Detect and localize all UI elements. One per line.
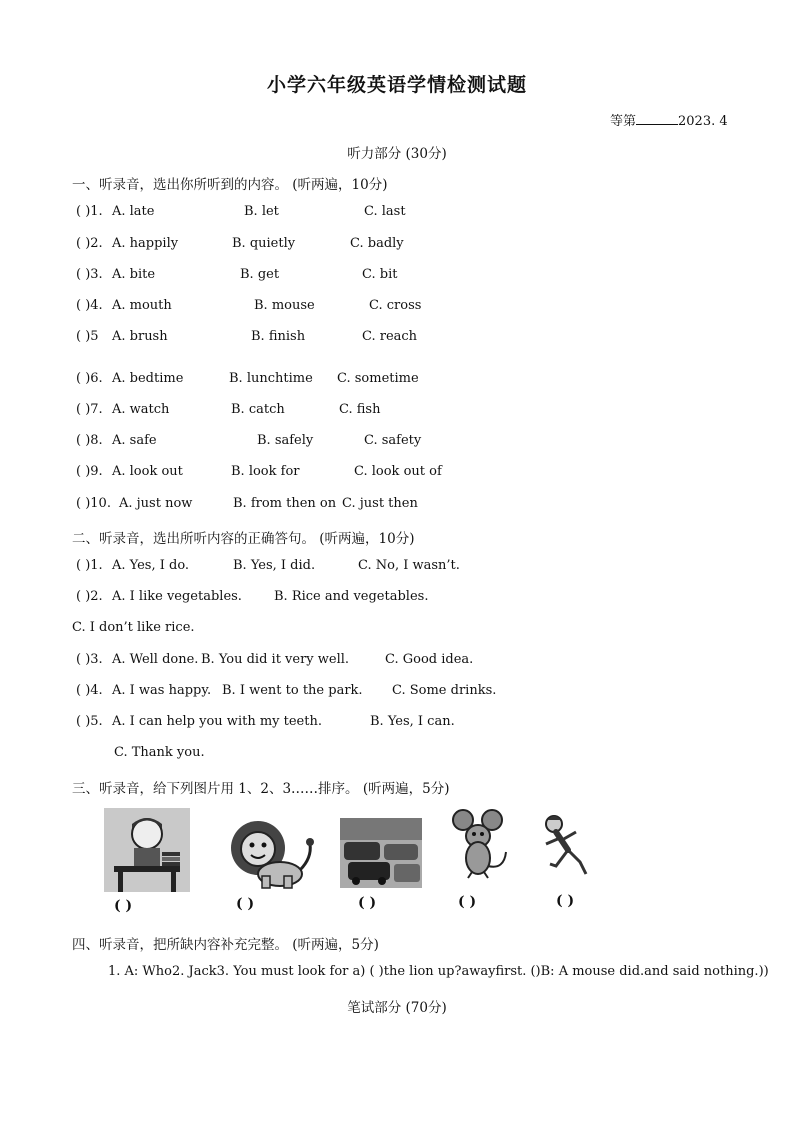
- answer-bracket[interactable]: ( )1.: [76, 204, 103, 219]
- picture-order-blank[interactable]: ( ): [458, 894, 477, 910]
- answer-bracket[interactable]: ( )10.: [76, 496, 111, 511]
- option-b: B. You did it very well.: [201, 652, 350, 667]
- listening-title: 听力部分 (30分): [347, 146, 447, 162]
- option-c: C. safety: [364, 433, 422, 448]
- answer-bracket[interactable]: ( )4.: [76, 298, 103, 313]
- written-title: 笔试部分 (70分): [347, 1000, 447, 1016]
- option-c: C. bit: [362, 267, 398, 282]
- option-c: C. look out of: [354, 464, 442, 479]
- option-c: C. just then: [342, 496, 418, 511]
- option-b: B. safely: [257, 433, 314, 448]
- answer-bracket[interactable]: ( )2.: [76, 589, 103, 604]
- option-a: C. Thank you.: [114, 745, 205, 760]
- option-a: A. I was happy.: [112, 683, 212, 698]
- picture-order-blank[interactable]: ( ): [556, 893, 575, 909]
- answer-bracket[interactable]: ( )6.: [76, 371, 103, 386]
- option-c: C. last: [364, 204, 406, 219]
- option-c: C. badly: [350, 236, 404, 251]
- option-a: A. I like vegetables.: [112, 589, 242, 604]
- section2-heading: 二、听录音，选出所听内容的正确答句。 (听两遍，10分): [72, 531, 415, 547]
- option-c: C. sometime: [337, 371, 419, 386]
- option-c: C. No, I wasn’t.: [358, 558, 460, 573]
- traffic-cars-picture: [340, 818, 422, 888]
- answer-bracket[interactable]: ( )1.: [76, 558, 103, 573]
- option-b: B. look for: [231, 464, 300, 479]
- option-c: C. reach: [362, 329, 418, 344]
- boy-reading-picture: [104, 808, 190, 892]
- option-a: A. look out: [112, 464, 183, 479]
- option-b: B. from then on: [233, 496, 337, 511]
- option-b: B. Rice and vegetables.: [274, 589, 429, 604]
- option-a: A. happily: [112, 236, 179, 251]
- answer-bracket[interactable]: ( )8.: [76, 433, 103, 448]
- mouse-picture: [450, 808, 510, 880]
- grade-label: 等第: [610, 114, 637, 129]
- section1-heading: 一、听录音，选出你所听到的内容。 (听两遍，10分): [72, 177, 388, 193]
- option-b: B. Yes, I can.: [370, 714, 455, 729]
- option-c: C. cross: [369, 298, 422, 313]
- option-a: A. Well done.: [112, 652, 199, 667]
- option-a: A. I can help you with my teeth.: [112, 714, 322, 729]
- answer-bracket[interactable]: ( )3.: [76, 652, 103, 667]
- option-a: A. Yes, I do.: [112, 558, 190, 573]
- option-b: B. get: [240, 267, 280, 282]
- answer-bracket[interactable]: ( )2.: [76, 236, 103, 251]
- option-c: C. Good idea.: [385, 652, 474, 667]
- running-boy-picture: [534, 812, 594, 878]
- option-b: B. mouse: [254, 298, 315, 313]
- answer-bracket[interactable]: ( )4.: [76, 683, 103, 698]
- option-a: A. safe: [112, 433, 157, 448]
- option-a: A. bedtime: [112, 371, 184, 386]
- option-a: C. I don’t like rice.: [72, 620, 195, 635]
- section3-heading: 三、听录音，给下列图片用 1、2、3……排序。 (听两遍，5分): [72, 781, 450, 797]
- answer-bracket[interactable]: ( )9.: [76, 464, 103, 479]
- option-a: A. brush: [112, 329, 168, 344]
- answer-bracket[interactable]: ( )3.: [76, 267, 103, 282]
- picture-order-blank[interactable]: ( ): [236, 896, 255, 912]
- option-b: B. let: [244, 204, 279, 219]
- option-a: A. late: [112, 204, 155, 219]
- answer-bracket[interactable]: ( )5: [76, 329, 99, 344]
- answer-bracket[interactable]: ( )5.: [76, 714, 103, 729]
- page-title: 小学六年级英语学情检测试题: [266, 74, 527, 96]
- grade-line: [610, 110, 728, 129]
- picture-order-blank[interactable]: ( ): [358, 895, 377, 911]
- section4-heading: 四、听录音，把所缺内容补充完整。 (听两遍，5分): [72, 937, 379, 953]
- option-b: B. lunchtime: [229, 371, 313, 386]
- option-c: C. fish: [339, 402, 381, 417]
- option-b: B. Yes, I did.: [233, 558, 316, 573]
- grade-blank[interactable]: [636, 112, 678, 125]
- picture-order-blank[interactable]: ( ): [114, 898, 133, 914]
- option-a: A. bite: [112, 267, 156, 282]
- option-a: A. watch: [112, 402, 170, 417]
- option-b: B. catch: [231, 402, 285, 417]
- option-a: A. just now: [119, 496, 193, 511]
- lion-picture: [222, 818, 318, 890]
- section4-line: 1. A: Who2. Jack3. You must look for a) ( )the lion up?awayfirst. ()B: A mouse did.and said nothing.)): [108, 964, 769, 979]
- answer-bracket[interactable]: ( )7.: [76, 402, 103, 417]
- option-b: B. finish: [251, 329, 306, 344]
- option-b: B. quietly: [232, 236, 296, 251]
- exam-date: 2023. 4: [678, 114, 728, 129]
- option-a: A. mouth: [112, 298, 172, 313]
- option-b: B. I went to the park.: [222, 683, 363, 698]
- option-c: C. Some drinks.: [392, 683, 497, 698]
